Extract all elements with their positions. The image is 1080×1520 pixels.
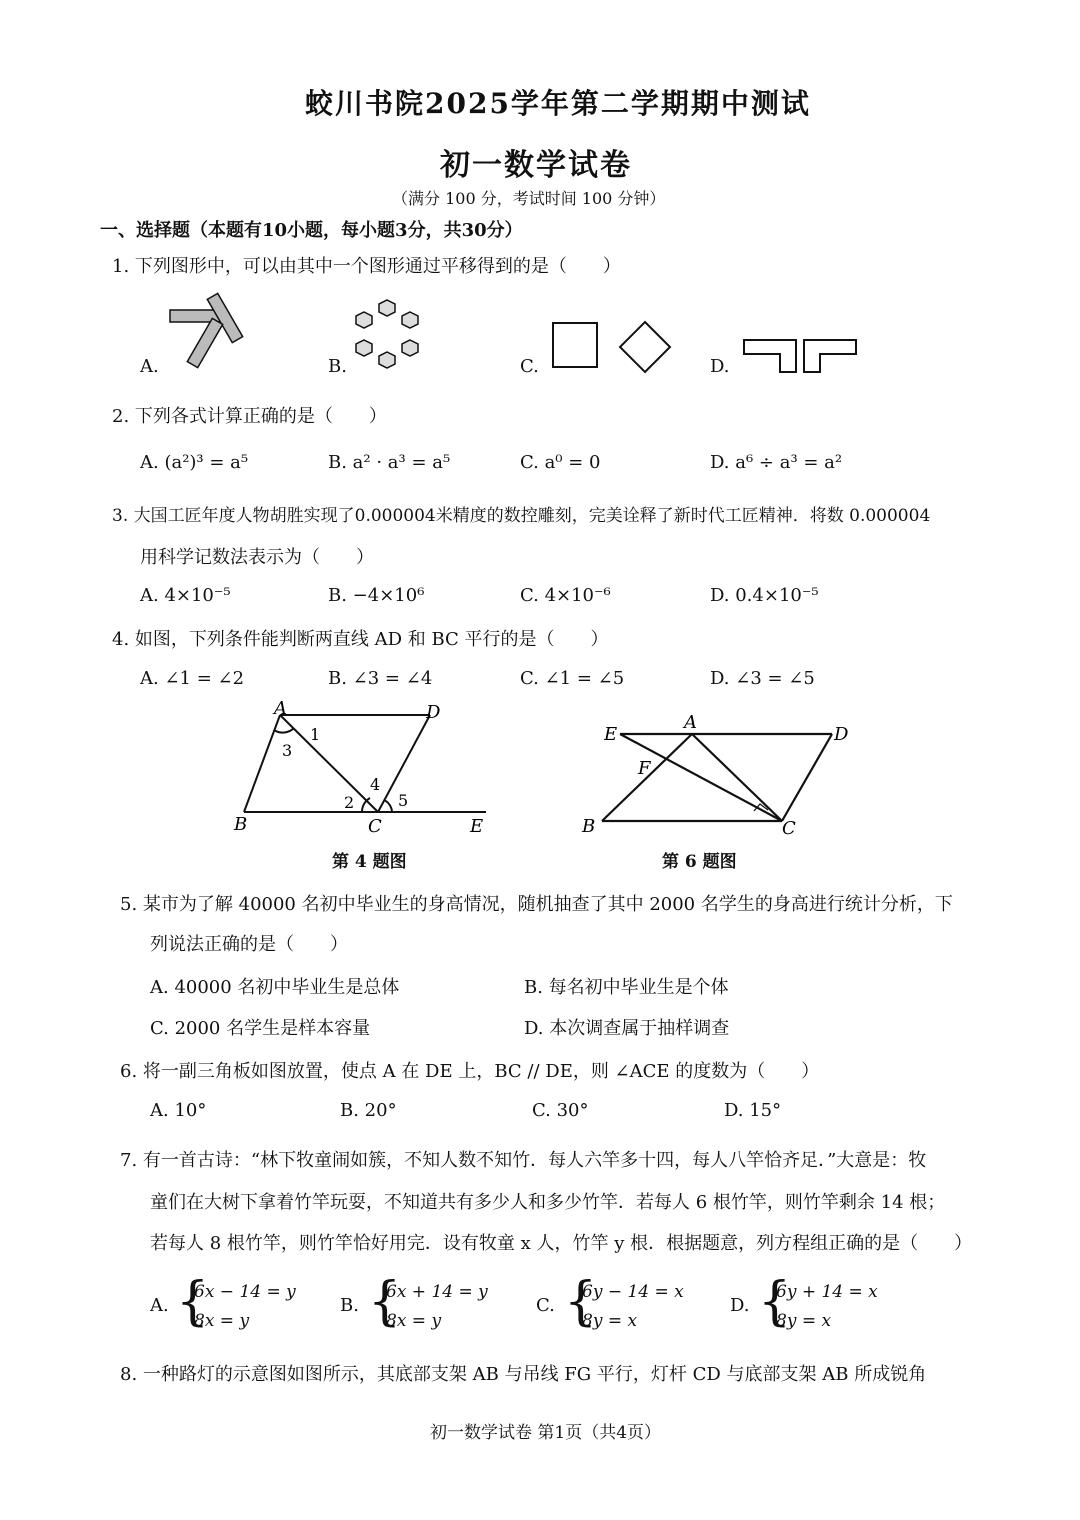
q7-option-d-letter: D. (730, 1295, 750, 1316)
q2-option-d: D. a⁶ ÷ a³ = a² (710, 452, 843, 473)
q7-option-d-eq2: 8y = x (776, 1311, 832, 1331)
q4-option-d: D. ∠3 = ∠5 (710, 668, 815, 689)
q4-option-b: B. ∠3 = ∠4 (328, 668, 433, 689)
q7-option-a-brace: { (176, 1272, 210, 1332)
q3-option-a: A. 4×10⁻⁵ (140, 585, 231, 606)
figure-6-caption: 第 6 题图 (662, 852, 737, 872)
q1-option-c-figure (548, 318, 678, 378)
fig6-label-B: B (582, 816, 596, 837)
question-7-stem-line1: 7. 有一首古诗：“林下牧童闹如簇，不知人数不知竹．每人六竿多十四，每人八竿恰齐足．”大意是：牧 (120, 1150, 927, 1171)
q3-option-b: B. −4×10⁶ (328, 585, 425, 606)
q7-option-a-eq1: 6x − 14 = y (194, 1282, 296, 1302)
q2-option-b: B. a² · a³ = a⁵ (328, 452, 451, 473)
q7-option-c-eq2: 8y = x (582, 1311, 638, 1331)
question-1-stem: 1. 下列图形中，可以由其中一个图形通过平移得到的是（ ） (112, 256, 621, 277)
q2-option-c: C. a⁰ = 0 (520, 452, 601, 473)
question-7-stem-line2: 童们在大树下拿着竹竿玩耍，不知道共有多少人和多少竹竿．若每人 6 根竹竿，则竹竿剩余 14 根； (150, 1192, 946, 1213)
school-title: 蛟川书院2025学年第二学期期中测试 (305, 87, 811, 120)
q2-option-a: A. (a²)³ = a⁵ (140, 452, 249, 473)
q7-option-b-letter: B. (340, 1295, 359, 1316)
q4-option-c: C. ∠1 = ∠5 (520, 668, 625, 689)
question-3-stem-line1: 3. 大国工匠年度人物胡胜实现了0.000004米精度的数控雕刻，完美诠释了新时代工匠精神．将数 0.000004 (112, 506, 931, 526)
question-2-stem: 2. 下列各式计算正确的是（ ） (112, 406, 387, 427)
q3-option-d: D. 0.4×10⁻⁵ (710, 585, 819, 606)
fig4-angle-3: 3 (282, 741, 293, 760)
q7-option-b-brace: { (368, 1272, 402, 1332)
q7-option-a-eq2: 8x = y (194, 1311, 250, 1331)
q7-option-c-letter: C. (536, 1295, 555, 1316)
q7-option-d-eq1: 6y + 14 = x (776, 1282, 878, 1302)
fig4-label-E: E (470, 816, 484, 837)
q1-option-a-label: A. (140, 356, 159, 377)
fig6-label-E: E (604, 724, 618, 745)
figure-6 (576, 706, 866, 841)
fig6-label-C: C (782, 818, 796, 839)
q7-option-b-eq1: 6x + 14 = y (386, 1282, 488, 1302)
q1-option-a-figure (160, 292, 260, 372)
q5-option-a: A. 40000 名初中毕业生是总体 (150, 977, 400, 998)
q6-option-b: B. 20° (340, 1100, 397, 1121)
section-heading: 一、选择题（本题有10小题，每小题3分，共30分） (100, 220, 523, 241)
q7-option-b-eq2: 8x = y (386, 1311, 442, 1331)
question-5-stem-line2: 列说法正确的是（ ） (150, 934, 348, 955)
q6-option-d: D. 15° (724, 1100, 782, 1121)
paper-title: 初一数学试卷 (440, 148, 632, 183)
fig4-label-C: C (368, 816, 382, 837)
q4-option-a: A. ∠1 = ∠2 (140, 668, 245, 689)
question-7-stem-line3: 若每人 8 根竹竿，则竹竿恰好用完．设有牧童 x 人，竹竿 y 根．根据题意，列方程组正确的是（ ） (150, 1233, 973, 1254)
fig4-angle-1: 1 (310, 725, 321, 744)
question-5-stem-line1: 5. 某市为了解 40000 名初中毕业生的身高情况，随机抽查了其中 2000 名学生的身高进行统计分析，下 (120, 894, 953, 915)
question-4-stem: 4. 如图，下列条件能判断两直线 AD 和 BC 平行的是（ ） (112, 629, 609, 650)
q5-option-d: D. 本次调查属于抽样调查 (524, 1018, 730, 1039)
figure-4 (230, 698, 510, 843)
question-6-stem: 6. 将一副三角板如图放置，使点 A 在 DE 上，BC // DE，则 ∠ACE 的度数为（ ） (120, 1061, 820, 1082)
q1-option-d-figure (740, 336, 865, 376)
exam-info: （满分 100 分，考试时间 100 分钟） (392, 189, 666, 208)
fig6-label-F: F (638, 758, 651, 779)
q7-option-c-brace: { (564, 1272, 598, 1332)
q1-option-d-label: D. (710, 356, 730, 377)
page-footer: 初一数学试卷 第1页（共4页） (430, 1423, 662, 1443)
fig4-label-B: B (234, 814, 248, 835)
q1-option-b-figure (352, 296, 432, 376)
q5-option-b: B. 每名初中毕业生是个体 (524, 977, 729, 998)
question-8-stem: 8. 一种路灯的示意图如图所示，其底部支架 AB 与吊线 FG 平行，灯杆 CD 与底部支架 AB 所成锐角 (120, 1364, 927, 1385)
fig4-angle-2: 2 (344, 793, 355, 812)
q3-option-c: C. 4×10⁻⁶ (520, 585, 611, 606)
q1-option-c-label: C. (520, 356, 539, 377)
figure-4-caption: 第 4 题图 (332, 852, 407, 872)
question-3-stem-line2: 用科学记数法表示为（ ） (140, 547, 374, 568)
fig4-label-D: D (426, 702, 441, 723)
q1-option-b-label: B. (328, 356, 347, 377)
q7-option-c-eq1: 6y − 14 = x (582, 1282, 684, 1302)
q6-option-c: C. 30° (532, 1100, 589, 1121)
q7-option-d-brace: { (758, 1272, 792, 1332)
fig4-angle-5: 5 (398, 791, 409, 810)
fig4-angle-4: 4 (370, 775, 381, 794)
fig4-label-A: A (274, 698, 287, 719)
q6-option-a: A. 10° (150, 1100, 207, 1121)
q7-option-a-letter: A. (150, 1295, 169, 1316)
fig6-label-D: D (834, 724, 849, 745)
q5-option-c: C. 2000 名学生是样本容量 (150, 1018, 371, 1039)
fig6-label-A: A (684, 712, 697, 733)
